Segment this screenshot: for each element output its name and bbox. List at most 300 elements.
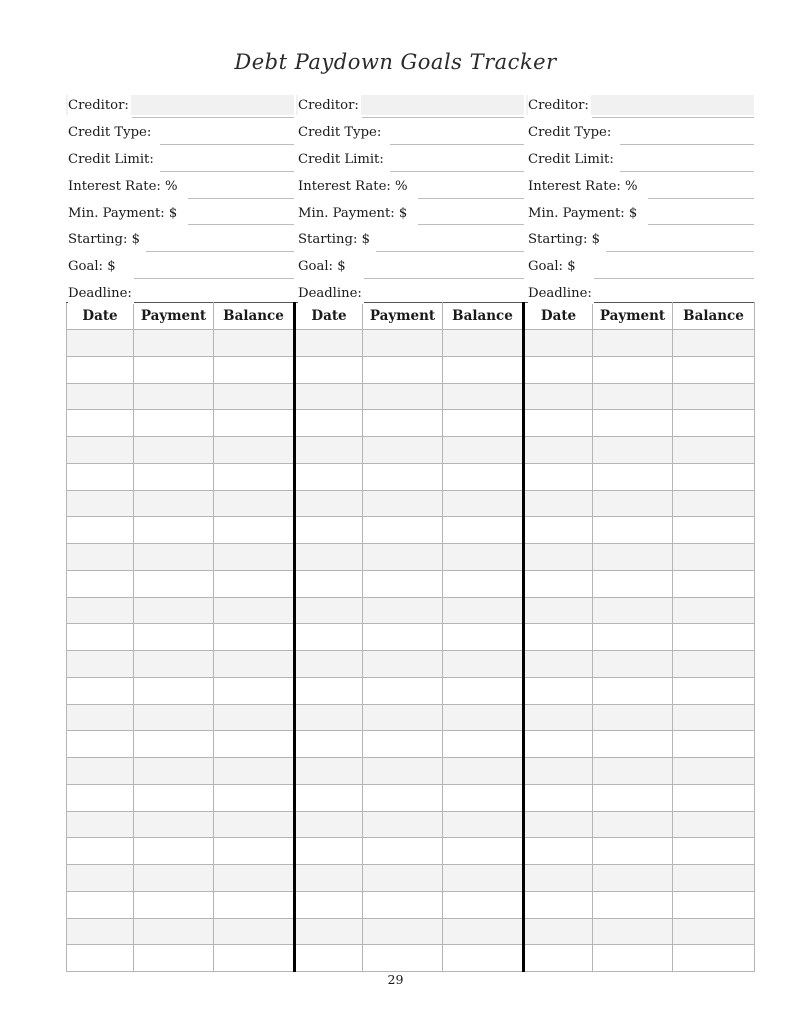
column-header-date: Date — [67, 303, 134, 330]
entry-cell[interactable] — [443, 463, 524, 490]
table-row — [67, 891, 755, 918]
entry-cell[interactable] — [593, 945, 673, 972]
column-header-balance: Balance — [443, 303, 524, 330]
table-row — [67, 865, 755, 892]
table-row — [67, 811, 755, 838]
entry-cell[interactable] — [593, 784, 673, 811]
entry-cell[interactable] — [134, 731, 214, 758]
entry-cell[interactable] — [295, 704, 363, 731]
entry-cell[interactable] — [214, 651, 295, 678]
entry-cell[interactable] — [295, 570, 363, 597]
entry-cell[interactable] — [443, 704, 524, 731]
field-label: Starting: $ — [298, 229, 372, 250]
entry-cell[interactable] — [363, 945, 443, 972]
entry-cell[interactable] — [134, 945, 214, 972]
entry-cell[interactable] — [363, 544, 443, 571]
entry-cell[interactable] — [673, 490, 755, 517]
entry-cell[interactable] — [593, 356, 673, 383]
entry-cell[interactable] — [443, 383, 524, 410]
entry-cell[interactable] — [443, 784, 524, 811]
field-label: Credit Type: — [68, 122, 153, 143]
field-label: Interest Rate: % — [528, 176, 640, 197]
entry-cell[interactable] — [67, 356, 134, 383]
entry-cell[interactable] — [214, 517, 295, 544]
entry-cell[interactable] — [524, 758, 593, 785]
entry-cell[interactable] — [295, 865, 363, 892]
entry-cell[interactable] — [524, 597, 593, 624]
entry-cell[interactable] — [443, 437, 524, 464]
entry-cell[interactable] — [134, 758, 214, 785]
entry-cell[interactable] — [593, 891, 673, 918]
entry-cell[interactable] — [524, 410, 593, 437]
table-row — [67, 437, 755, 464]
entry-cell[interactable] — [673, 651, 755, 678]
field-underline — [376, 251, 524, 252]
entry-cell[interactable] — [67, 544, 134, 571]
field-goal[interactable] — [526, 256, 754, 283]
field-goal[interactable] — [296, 256, 524, 283]
entry-cell[interactable] — [134, 570, 214, 597]
field-underline — [134, 278, 294, 279]
entry-cell[interactable] — [214, 383, 295, 410]
entry-cell[interactable] — [214, 891, 295, 918]
entry-cell[interactable] — [363, 891, 443, 918]
entry-cell[interactable] — [593, 758, 673, 785]
table-row — [67, 463, 755, 490]
entry-cell[interactable] — [67, 865, 134, 892]
entry-cell[interactable] — [443, 597, 524, 624]
entry-cell[interactable] — [134, 490, 214, 517]
entry-cell[interactable] — [134, 891, 214, 918]
entry-cell[interactable] — [214, 490, 295, 517]
entry-cell[interactable] — [443, 356, 524, 383]
field-underline — [390, 171, 524, 172]
field-underline — [594, 278, 754, 279]
column-header-payment: Payment — [363, 303, 443, 330]
table-header-row — [67, 303, 755, 330]
field-credit-type[interactable] — [526, 122, 754, 149]
entry-cell[interactable] — [295, 356, 363, 383]
field-interest-rate[interactable] — [526, 176, 754, 203]
entry-cell[interactable] — [673, 624, 755, 651]
entry-cell[interactable] — [524, 784, 593, 811]
entry-cell[interactable] — [214, 597, 295, 624]
entry-cell[interactable] — [363, 463, 443, 490]
entry-cell[interactable] — [593, 838, 673, 865]
field-label: Interest Rate: % — [68, 176, 180, 197]
entry-cell[interactable] — [673, 891, 755, 918]
entry-cell[interactable] — [443, 570, 524, 597]
entry-cell[interactable] — [67, 784, 134, 811]
field-goal[interactable] — [66, 256, 294, 283]
entry-cell[interactable] — [134, 544, 214, 571]
field-label: Interest Rate: % — [298, 176, 410, 197]
entry-cell[interactable] — [593, 330, 673, 357]
entry-cell[interactable] — [673, 784, 755, 811]
table-row — [67, 383, 755, 410]
entry-cell[interactable] — [443, 838, 524, 865]
table-row — [67, 918, 755, 945]
entry-cell[interactable] — [295, 731, 363, 758]
entry-cell[interactable] — [67, 891, 134, 918]
entry-cell[interactable] — [67, 624, 134, 651]
entry-cell[interactable] — [295, 624, 363, 651]
entry-cell[interactable] — [443, 330, 524, 357]
entry-cell[interactable] — [443, 490, 524, 517]
field-credit-type[interactable] — [296, 122, 524, 149]
table-row — [67, 731, 755, 758]
entry-cell[interactable] — [593, 517, 673, 544]
entry-cell[interactable] — [295, 838, 363, 865]
entry-cell[interactable] — [443, 891, 524, 918]
entry-cell[interactable] — [295, 597, 363, 624]
entry-cell[interactable] — [593, 490, 673, 517]
field-underline — [606, 251, 754, 252]
field-label: Credit Type: — [528, 122, 613, 143]
entry-cell[interactable] — [214, 811, 295, 838]
entry-cell[interactable] — [134, 838, 214, 865]
entry-cell[interactable] — [67, 597, 134, 624]
creditor-info-column-3 — [526, 95, 754, 302]
creditor-info-column-2 — [296, 95, 524, 302]
field-label: Creditor: — [68, 95, 131, 116]
entry-cell[interactable] — [295, 651, 363, 678]
entry-cell[interactable] — [295, 463, 363, 490]
field-credit-limit[interactable] — [296, 149, 524, 176]
entry-cell[interactable] — [214, 677, 295, 704]
entry-cell[interactable] — [67, 383, 134, 410]
entry-cell[interactable] — [363, 437, 443, 464]
field-label: Creditor: — [528, 95, 591, 116]
entry-cell[interactable] — [214, 704, 295, 731]
entry-cell[interactable] — [593, 704, 673, 731]
entry-cell[interactable] — [524, 731, 593, 758]
entry-cell[interactable] — [673, 731, 755, 758]
table-row — [67, 330, 755, 357]
entry-cell[interactable] — [673, 945, 755, 972]
entry-cell[interactable] — [214, 624, 295, 651]
entry-cell[interactable] — [214, 356, 295, 383]
entry-cell[interactable] — [134, 624, 214, 651]
table-row — [67, 544, 755, 571]
entry-cell[interactable] — [443, 651, 524, 678]
entry-cell[interactable] — [593, 918, 673, 945]
entry-cell[interactable] — [295, 490, 363, 517]
table-row — [67, 490, 755, 517]
field-underline — [364, 278, 524, 279]
entry-cell[interactable] — [67, 463, 134, 490]
entry-cell[interactable] — [295, 945, 363, 972]
entry-cell[interactable] — [363, 865, 443, 892]
entry-cell[interactable] — [673, 330, 755, 357]
entry-cell[interactable] — [524, 356, 593, 383]
entry-cell[interactable] — [67, 330, 134, 357]
entry-cell[interactable] — [673, 811, 755, 838]
entry-cell[interactable] — [524, 811, 593, 838]
entry-cell[interactable] — [363, 704, 443, 731]
entry-cell[interactable] — [363, 517, 443, 544]
entry-cell[interactable] — [593, 463, 673, 490]
entry-cell[interactable] — [673, 544, 755, 571]
entry-cell[interactable] — [295, 891, 363, 918]
column-header-payment: Payment — [134, 303, 214, 330]
entry-cell[interactable] — [67, 677, 134, 704]
entry-cell[interactable] — [524, 330, 593, 357]
entry-cell[interactable] — [214, 437, 295, 464]
field-label: Min. Payment: $ — [68, 203, 179, 224]
field-underline — [146, 251, 294, 252]
entry-cell[interactable] — [524, 490, 593, 517]
entry-cell[interactable] — [524, 570, 593, 597]
entry-cell[interactable] — [363, 330, 443, 357]
table-row — [67, 624, 755, 651]
entry-cell[interactable] — [363, 811, 443, 838]
entry-cell[interactable] — [673, 570, 755, 597]
entry-cell[interactable] — [593, 410, 673, 437]
field-label: Min. Payment: $ — [298, 203, 409, 224]
entry-cell[interactable] — [673, 704, 755, 731]
entry-cell[interactable] — [593, 651, 673, 678]
entry-cell[interactable] — [673, 597, 755, 624]
entry-cell[interactable] — [673, 383, 755, 410]
entry-cell[interactable] — [363, 731, 443, 758]
entry-cell[interactable] — [673, 838, 755, 865]
field-min-payment[interactable] — [526, 203, 754, 230]
field-label: Min. Payment: $ — [528, 203, 639, 224]
table-row — [67, 410, 755, 437]
entry-cell[interactable] — [673, 437, 755, 464]
entry-cell[interactable] — [134, 677, 214, 704]
entry-cell[interactable] — [593, 544, 673, 571]
entry-cell[interactable] — [67, 838, 134, 865]
field-credit-type[interactable] — [66, 122, 294, 149]
entry-cell[interactable] — [214, 731, 295, 758]
entry-cell[interactable] — [524, 865, 593, 892]
entry-cell[interactable] — [593, 437, 673, 464]
entry-cell[interactable] — [443, 865, 524, 892]
entry-cell[interactable] — [673, 758, 755, 785]
entry-cell[interactable] — [134, 383, 214, 410]
entry-cell[interactable] — [443, 677, 524, 704]
entry-cell[interactable] — [443, 517, 524, 544]
entry-cell[interactable] — [67, 945, 134, 972]
entry-cell[interactable] — [363, 838, 443, 865]
table-row — [67, 838, 755, 865]
entry-cell[interactable] — [363, 758, 443, 785]
field-starting[interactable] — [526, 229, 754, 256]
entry-cell[interactable] — [524, 437, 593, 464]
entry-cell[interactable] — [67, 517, 134, 544]
entry-cell[interactable] — [214, 330, 295, 357]
field-creditor[interactable] — [526, 95, 754, 122]
field-min-payment[interactable] — [66, 203, 294, 230]
field-underline — [418, 224, 524, 225]
entry-cell[interactable] — [67, 918, 134, 945]
entry-cell[interactable] — [524, 463, 593, 490]
entry-cell[interactable] — [67, 410, 134, 437]
creditor-info-section — [66, 95, 754, 302]
entry-cell[interactable] — [295, 811, 363, 838]
entry-cell[interactable] — [134, 463, 214, 490]
entry-cell[interactable] — [524, 918, 593, 945]
entry-cell[interactable] — [593, 624, 673, 651]
page-title: Debt Paydown Goals Tracker — [234, 50, 557, 74]
entry-cell[interactable] — [524, 624, 593, 651]
entry-cell[interactable] — [134, 811, 214, 838]
payment-log-table — [66, 302, 755, 972]
entry-cell[interactable] — [214, 865, 295, 892]
entry-cell[interactable] — [443, 731, 524, 758]
field-starting[interactable] — [296, 229, 524, 256]
entry-cell[interactable] — [593, 865, 673, 892]
entry-cell[interactable] — [443, 918, 524, 945]
entry-cell[interactable] — [363, 677, 443, 704]
entry-cell[interactable] — [134, 437, 214, 464]
entry-cell[interactable] — [214, 544, 295, 571]
entry-cell[interactable] — [524, 383, 593, 410]
field-underline — [620, 171, 754, 172]
entry-cell[interactable] — [214, 570, 295, 597]
entry-cell[interactable] — [524, 704, 593, 731]
entry-cell[interactable] — [593, 570, 673, 597]
entry-cell[interactable] — [295, 410, 363, 437]
entry-cell[interactable] — [363, 490, 443, 517]
entry-cell[interactable] — [524, 517, 593, 544]
field-interest-rate[interactable] — [66, 176, 294, 203]
entry-cell[interactable] — [214, 410, 295, 437]
field-credit-limit[interactable] — [526, 149, 754, 176]
entry-cell[interactable] — [67, 570, 134, 597]
entry-cell[interactable] — [295, 517, 363, 544]
entry-cell[interactable] — [134, 784, 214, 811]
entry-cell[interactable] — [524, 544, 593, 571]
table-row — [67, 651, 755, 678]
entry-cell[interactable] — [673, 517, 755, 544]
entry-cell[interactable] — [295, 677, 363, 704]
entry-cell[interactable] — [524, 677, 593, 704]
entry-cell[interactable] — [214, 918, 295, 945]
table-row — [67, 517, 755, 544]
field-label: Credit Limit: — [68, 149, 156, 170]
field-label: Goal: $ — [68, 256, 118, 277]
entry-cell[interactable] — [593, 731, 673, 758]
entry-cell[interactable] — [363, 570, 443, 597]
field-interest-rate[interactable] — [296, 176, 524, 203]
entry-cell[interactable] — [134, 918, 214, 945]
entry-cell[interactable] — [673, 918, 755, 945]
entry-cell[interactable] — [214, 838, 295, 865]
entry-cell[interactable] — [67, 651, 134, 678]
field-credit-limit[interactable] — [66, 149, 294, 176]
entry-cell[interactable] — [363, 383, 443, 410]
field-label: Deadline: — [528, 283, 594, 304]
entry-cell[interactable] — [443, 544, 524, 571]
entry-cell[interactable] — [295, 383, 363, 410]
entry-cell[interactable] — [134, 865, 214, 892]
entry-cell[interactable] — [443, 945, 524, 972]
entry-cell[interactable] — [134, 704, 214, 731]
entry-cell[interactable] — [67, 758, 134, 785]
field-creditor[interactable] — [296, 95, 524, 122]
field-label: Credit Limit: — [528, 149, 616, 170]
entry-cell[interactable] — [134, 651, 214, 678]
entry-cell[interactable] — [134, 356, 214, 383]
entry-cell[interactable] — [134, 330, 214, 357]
entry-cell[interactable] — [67, 490, 134, 517]
field-underline — [132, 117, 294, 118]
table-row — [67, 704, 755, 731]
entry-cell[interactable] — [363, 356, 443, 383]
table-row — [67, 570, 755, 597]
entry-cell[interactable] — [443, 624, 524, 651]
entry-cell[interactable] — [67, 437, 134, 464]
entry-cell[interactable] — [593, 677, 673, 704]
page-number: 29 — [387, 972, 404, 987]
entry-cell[interactable] — [524, 891, 593, 918]
entry-cell[interactable] — [295, 544, 363, 571]
entry-cell[interactable] — [673, 865, 755, 892]
entry-cell[interactable] — [67, 731, 134, 758]
field-underline — [620, 144, 754, 145]
entry-cell[interactable] — [443, 811, 524, 838]
entry-cell[interactable] — [134, 597, 214, 624]
entry-cell[interactable] — [134, 410, 214, 437]
entry-cell[interactable] — [214, 463, 295, 490]
entry-cell[interactable] — [673, 410, 755, 437]
entry-cell[interactable] — [363, 624, 443, 651]
entry-cell[interactable] — [67, 811, 134, 838]
field-starting[interactable] — [66, 229, 294, 256]
table-row — [67, 356, 755, 383]
field-underline — [160, 144, 294, 145]
entry-cell[interactable] — [443, 410, 524, 437]
entry-cell[interactable] — [295, 758, 363, 785]
entry-cell[interactable] — [363, 918, 443, 945]
entry-cell[interactable] — [593, 811, 673, 838]
entry-cell[interactable] — [593, 383, 673, 410]
entry-cell[interactable] — [363, 410, 443, 437]
creditor-info-column-1 — [66, 95, 294, 302]
entry-cell[interactable] — [295, 330, 363, 357]
entry-cell[interactable] — [363, 651, 443, 678]
entry-cell[interactable] — [524, 651, 593, 678]
entry-cell[interactable] — [673, 463, 755, 490]
entry-cell[interactable] — [363, 784, 443, 811]
field-label: Goal: $ — [528, 256, 578, 277]
entry-cell[interactable] — [524, 945, 593, 972]
entry-cell[interactable] — [673, 356, 755, 383]
field-min-payment[interactable] — [296, 203, 524, 230]
entry-cell[interactable] — [673, 677, 755, 704]
entry-cell[interactable] — [214, 758, 295, 785]
entry-cell[interactable] — [214, 945, 295, 972]
entry-cell[interactable] — [443, 758, 524, 785]
field-label: Creditor: — [298, 95, 361, 116]
entry-cell[interactable] — [295, 784, 363, 811]
entry-cell[interactable] — [214, 784, 295, 811]
field-underline — [648, 224, 754, 225]
entry-cell[interactable] — [67, 704, 134, 731]
entry-cell[interactable] — [295, 918, 363, 945]
field-creditor[interactable] — [66, 95, 294, 122]
field-underline — [418, 198, 524, 199]
entry-cell[interactable] — [524, 838, 593, 865]
entry-cell[interactable] — [593, 597, 673, 624]
entry-cell[interactable] — [363, 597, 443, 624]
entry-cell[interactable] — [134, 517, 214, 544]
field-underline — [648, 198, 754, 199]
entry-cell[interactable] — [295, 437, 363, 464]
